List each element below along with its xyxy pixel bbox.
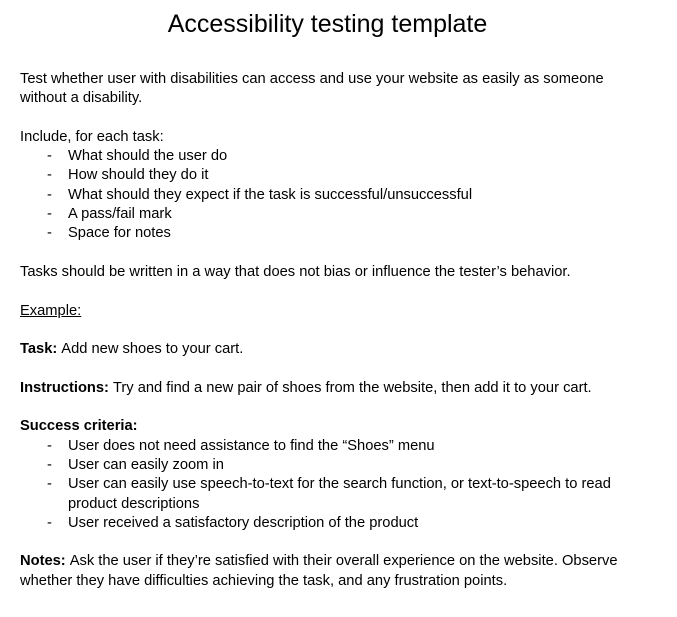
list-item bbox=[20, 186, 635, 205]
intro-paragraph: Test whether user with disabilities can access and use your website as easily as someone without a disability. bbox=[20, 71, 604, 107]
list-item bbox=[20, 475, 635, 514]
list-item-text: Space for notes bbox=[68, 225, 171, 242]
success-criteria-heading bbox=[20, 417, 635, 436]
list-item-text: What should they expect if the task is successful/unsuccessful bbox=[68, 186, 473, 203]
list-item bbox=[20, 205, 635, 224]
include-lead: Include, for each task: bbox=[20, 128, 164, 145]
list-item-text: A pass/fail mark bbox=[68, 206, 172, 223]
list-item bbox=[20, 437, 635, 456]
bullet-marker: - bbox=[47, 206, 52, 223]
bullet-marker: - bbox=[47, 225, 52, 242]
list-item-text: What should the user do bbox=[68, 148, 228, 165]
task-text: Add new shoes to your cart. bbox=[61, 341, 244, 358]
notes-label: Notes: bbox=[20, 553, 66, 570]
list-item bbox=[20, 166, 635, 185]
notes-text: Ask the user if they’re satisfied with their overall experience on the website. Observe whether they have difficulties achieving the task, and any frustration points. bbox=[20, 553, 618, 589]
bullet-marker: - bbox=[47, 476, 52, 493]
list-item bbox=[20, 147, 635, 166]
instructions-label: Instructions: bbox=[20, 379, 109, 396]
bullet-marker: - bbox=[47, 456, 52, 473]
list-item bbox=[20, 514, 635, 533]
page-title: Accessibility testing template bbox=[167, 10, 488, 38]
instructions-text: Try and find a new pair of shoes from the website, then add it to your cart. bbox=[112, 379, 592, 396]
bullet-marker: - bbox=[47, 186, 52, 203]
example-heading: Example: bbox=[20, 302, 82, 319]
success-criteria-list bbox=[20, 437, 635, 533]
list-item-text: User does not need assistance to find the “Shoes” menu bbox=[68, 437, 435, 454]
list-item bbox=[20, 224, 635, 243]
notes-paragraph bbox=[20, 552, 635, 591]
bias-paragraph: Tasks should be written in a way that does not bias or influence the tester’s behavior. bbox=[20, 263, 571, 280]
list-item-text: How should they do it bbox=[68, 167, 209, 184]
example-heading-row bbox=[20, 302, 635, 321]
list-item-text: User received a satisfactory description of the product bbox=[68, 514, 419, 531]
include-list bbox=[20, 147, 635, 243]
task-paragraph bbox=[20, 340, 635, 359]
bullet-marker: - bbox=[47, 148, 52, 165]
list-item-text: User can easily zoom in bbox=[68, 456, 224, 473]
bullet-marker: - bbox=[47, 437, 52, 454]
list-item-text: User can easily use speech-to-text for the search function, or text-to-speech to read product descriptions bbox=[68, 476, 611, 512]
success-criteria-label: Success criteria: bbox=[20, 418, 138, 435]
bullet-marker: - bbox=[47, 514, 52, 531]
list-item bbox=[20, 456, 635, 475]
task-label: Task: bbox=[20, 341, 58, 358]
bullet-marker: - bbox=[47, 167, 52, 184]
instructions-paragraph bbox=[20, 379, 635, 398]
